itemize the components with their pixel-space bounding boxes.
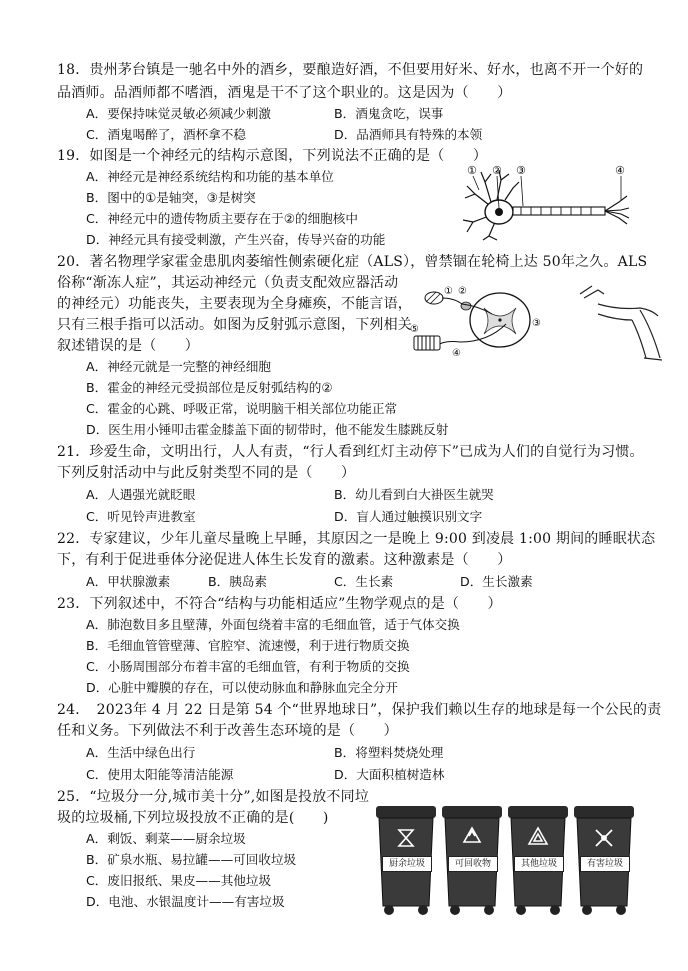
reflex-label-2: ② [458,286,467,297]
q20-stem-line1: 20．著名物理学家霍金患肌肉萎缩性侧索硬化症（ALS），曾禁锢在轮椅上达 50年之久。ALS [57,254,648,270]
q20-option-a[interactable]: A．神经元就是一完整的神经细胞 [86,359,271,374]
q18-option-c[interactable]: C．酒鬼喝醉了，酒杯拿不稳 [86,127,246,142]
bin-other-waste [507,804,569,916]
q22-stem-line1: 22．专家建议，少年儿童尽量晚上早睡，其原因之一是晚上 9:00 到凌晨 1:00 期间的睡眠状态 [57,531,656,547]
q21-option-d[interactable]: D．盲人通过触摸识别文字 [334,509,483,524]
q18-stem-line2: 品酒师。品酒师都不嗜酒，酒鬼是干不了这个职业的。这是因为（ ） [57,85,512,101]
q23-option-b[interactable]: B．毛细血管管壁薄、官腔窄、流速慢，利于进行物质交换 [86,638,410,653]
q25-stem-line2: 圾的垃圾桶,下列垃圾投放不正确的是( ) [57,810,329,826]
q22-option-b[interactable]: B．胰岛素 [208,574,268,589]
q18-option-a[interactable]: A．要保持味觉灵敏必须减少刺激 [86,106,271,121]
q20-option-c[interactable]: C．霍金的心跳、呼吸正常，说明脑干相关部位功能正常 [86,401,398,416]
q19-option-b[interactable]: B．图中的①是轴突，③是树突 [86,190,256,205]
q23-option-d[interactable]: D．心脏中瓣膜的存在，可以使动脉血和静脉血完全分开 [86,680,398,695]
neuron-label-2: ② [492,164,502,177]
q24-option-a[interactable]: A．生活中绿色出行 [86,745,196,760]
q22-option-c[interactable]: C．生长素 [334,574,394,589]
q24-option-b[interactable]: B．将塑料焚烧处理 [334,745,444,760]
q25-option-c[interactable]: C．废旧报纸、果皮——其他垃圾 [86,873,272,888]
q23-option-a[interactable]: A．肺泡数目多且壁薄，外面包绕着丰富的毛细血管，适于气体交换 [86,617,460,632]
reflex-label-5: ⑤ [410,324,419,335]
q18-option-d[interactable]: D．品酒师具有特殊的本领 [334,127,483,142]
q21-option-c[interactable]: C．听见铃声进教室 [86,509,196,524]
q22-stem-line2: 下，有利于促进垂体分泌促进人体生长发育的激素。这种激素是（ ） [57,552,512,568]
q19-stem: 19．如图是一个神经元的结构示意图，下列说法不正确的是（ ） [57,148,488,164]
q20-stem-line4: 只有三根手指可以活动。如图为反射弧示意图，下列相关 [57,317,412,333]
q19-option-a[interactable]: A．神经元是神经系统结构和功能的基本单位 [86,169,334,184]
q20-stem-line5: 叙述错误的是（ ） [57,338,199,354]
q23-stem: 23．下列叙述中，不符合“结构与功能相适应”生物学观点的是（ ） [57,596,502,612]
neuron-diagram [455,160,635,242]
q24-option-c[interactable]: C．使用太阳能等清洁能源 [86,767,234,782]
bin-label-other: 其他垃圾 [514,856,564,872]
q19-option-c[interactable]: C．神经元中的遗传物质主要存在于②的细胞核中 [86,211,358,226]
q24-stem-line2: 任和义务。下列做法不利于改善生态环境的是（ ） [57,723,398,739]
q20-option-d[interactable]: D．医生用小锤叩击霍金膝盖下面的韧带时，他不能发生膝跳反射 [86,422,449,437]
q25-option-b[interactable]: B．矿泉水瓶、易拉罐——可回收垃圾 [86,852,297,867]
bin-label-kitchen: 厨余垃圾 [382,856,432,872]
reflex-label-4: ④ [452,348,461,359]
q23-option-c[interactable]: C．小肠周围部分布着丰富的毛细血管，有利于物质的交换 [86,659,410,674]
bin-label-hazardous: 有害垃圾 [580,856,630,872]
q25-option-d[interactable]: D．电池、水银温度计——有害垃圾 [86,894,285,909]
q25-stem-line1: 25．“垃圾分一分,城市美十分”,如图是投放不同垃 [57,789,370,805]
q22-option-d[interactable]: D．生长激素 [460,574,533,589]
q25-option-a[interactable]: A．剩饭、剩菜——厨余垃圾 [86,831,246,846]
bin-recyclable [441,804,503,916]
q20-stem-line2: 俗称“渐冻人症”，其运动神经元（负责支配效应器活动 [57,275,399,291]
bin-label-recyclable: 可回收物 [448,856,498,872]
neuron-label-3: ③ [516,164,526,177]
neuron-label-4: ④ [615,164,625,177]
neuron-label-1: ① [467,164,477,177]
reflex-label-1: ① [444,286,453,297]
q20-stem-line3: 的神经元）功能丧失，主要表现为全身瘫痪，不能言语， [57,296,412,312]
q21-stem-line1: 21．珍爱生命，文明出行，人人有责，“行人看到红灯主动停下”已成为人们的自觉行为习惯。 [57,444,644,460]
q21-stem-line2: 下列反射活动中与此反射类型不同的是（ ） [57,465,356,481]
q21-option-a[interactable]: A．人遇强光就眨眼 [86,487,196,502]
q18-stem-line1: 18．贵州茅台镇是一驰名中外的酒乡，要酿造好酒，不但要用好米、好水，也离不开一个好的 [57,62,644,78]
q19-option-d[interactable]: D．神经元具有接受刺激，产生兴奋，传导兴奋的功能 [86,232,386,247]
bin-kitchen-waste [375,804,437,916]
q24-option-d[interactable]: D．大面积植树造林 [334,767,445,782]
reflex-arc-diagram [408,280,664,364]
bin-hazardous [573,804,635,916]
q18-option-b[interactable]: B．酒鬼贪吃，误事 [334,106,444,121]
q22-option-a[interactable]: A．甲状腺激素 [86,574,171,589]
q24-stem-line1: 24． 2023年 4 月 22 日是第 54 个“世界地球日”，保护我们赖以生存的地球是每一个公民的责 [57,702,662,718]
q21-option-b[interactable]: B．幼儿看到白大褂医生就哭 [334,487,494,502]
q20-option-b[interactable]: B．霍金的神经元受损部位是反射弧结构的② [86,380,333,395]
reflex-label-3: ③ [532,318,541,329]
